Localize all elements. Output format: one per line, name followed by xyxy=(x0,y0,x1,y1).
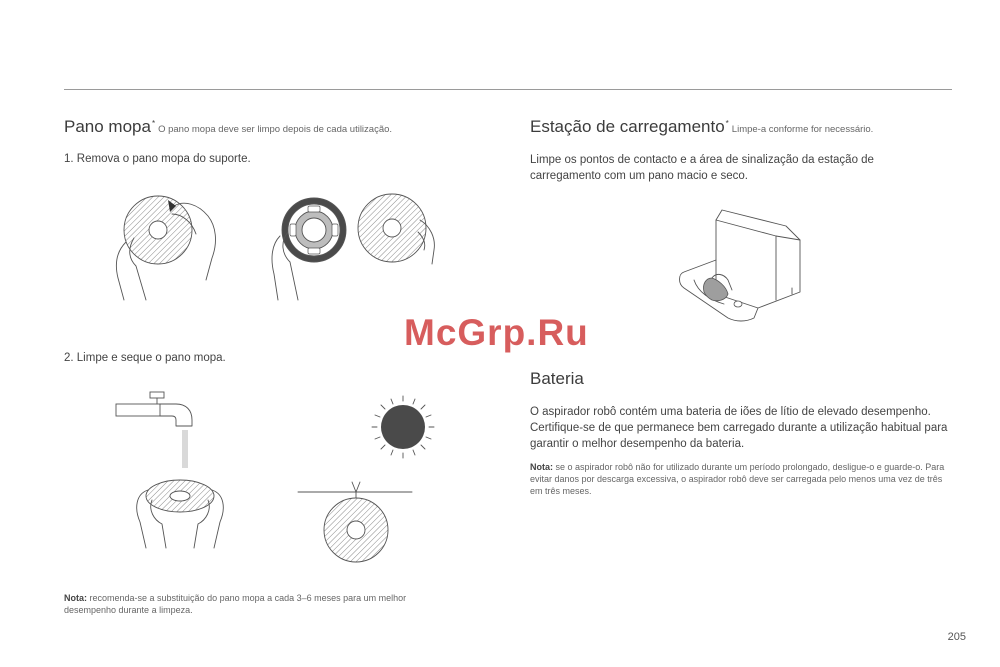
mop-step-2: 2. Limpe e seque o pano mopa. xyxy=(64,352,226,364)
mop-note-text: recomenda-se a substituição do pano mopa a cada 3–6 meses para um melhor desempenho durante a limpeza. xyxy=(64,593,407,615)
page-number: 205 xyxy=(947,631,966,643)
battery-note xyxy=(530,461,955,497)
mop-note xyxy=(64,592,444,616)
remove-mop-illustration xyxy=(112,192,222,302)
battery-description: O aspirador robô contém uma bateria de iões de lítio de elevado desempenho. Certifique-se de que permanece bem carregado durante a utilização habitual para garantir o melhor desempenho da bateria. xyxy=(530,406,948,450)
mop-note-label: Nota: xyxy=(64,593,87,603)
mop-holder-illustration xyxy=(270,192,360,302)
station-title-mark: * xyxy=(725,119,729,128)
mop-step-1: 1. Remova o pano mopa do suporte. xyxy=(64,153,251,165)
station-title-aside: Limpe-a conforme for necessário. xyxy=(731,124,874,135)
mop-pad-illustration xyxy=(352,188,442,298)
battery-note-text: se o aspirador robô não for utilizado durante um período prolongado, desligue-o e guarde-o. Para evitar danos por descarga excessiva, o aspirador robô deve ser carregada pelo menos uma vez de três em três meses. xyxy=(530,462,945,496)
charging-dock-illustration xyxy=(676,200,806,330)
mop-title-text: Pano mopa xyxy=(64,117,151,136)
mop-title-aside: O pano mopa deve ser limpo depois de cada utilização. xyxy=(158,124,393,135)
station-title-text: Estação de carregamento xyxy=(530,117,725,136)
mop-section-title xyxy=(64,117,392,137)
top-divider xyxy=(64,89,952,90)
battery-note-label: Nota: xyxy=(530,462,553,472)
faucet-illustration xyxy=(116,390,206,470)
station-instructions: Limpe os pontos de contacto e a área de sinalização da estação de carregamento com um pano macio e seco. xyxy=(530,154,874,182)
mop-title-mark: * xyxy=(151,119,156,128)
watermark-logo: McGrp.Ru xyxy=(404,312,589,353)
sun-drying-illustration xyxy=(368,392,438,462)
hanging-mop-illustration xyxy=(298,478,418,578)
station-section-title xyxy=(530,117,873,137)
battery-section-title: Bateria xyxy=(530,369,584,388)
washing-hands-illustration xyxy=(122,470,242,550)
